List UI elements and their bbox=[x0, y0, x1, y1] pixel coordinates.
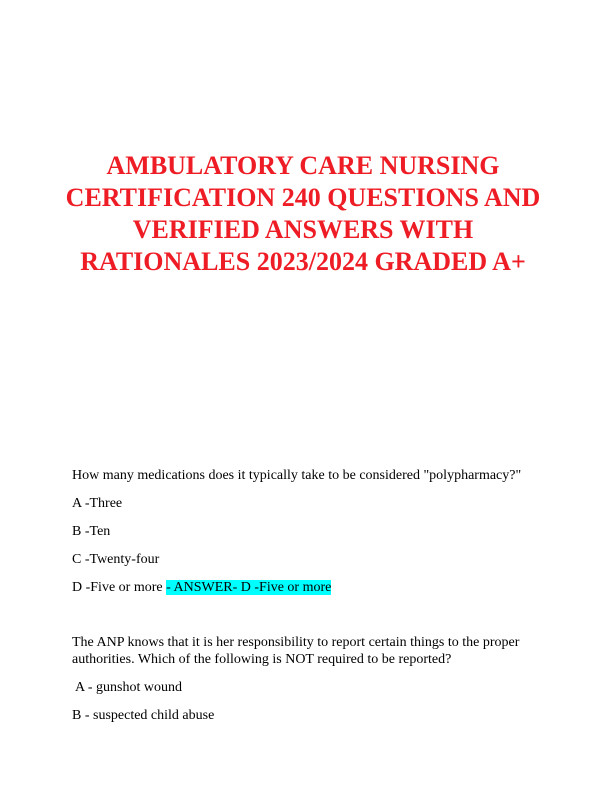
question-1-option-a: A -Three bbox=[72, 496, 123, 511]
question-1-option-b: B -Ten bbox=[72, 524, 111, 539]
title-line: VERIFIED ANSWERS WITH bbox=[132, 215, 474, 244]
question-content bbox=[72, 467, 552, 735]
question-2-option-a: A - gunshot wound bbox=[75, 680, 182, 695]
question-1-option-d: D -Five or more bbox=[72, 580, 167, 595]
title-line: AMBULATORY CARE NURSING bbox=[106, 151, 500, 180]
document-title bbox=[40, 150, 566, 278]
question-1-option-d-row bbox=[72, 579, 552, 596]
question-2-text-line-2: authorities. Which of the following is NOT required to be reported? bbox=[72, 652, 452, 667]
question-1-answer-highlight: - ANSWER- D -Five or more bbox=[166, 580, 332, 595]
question-2-option-b: B - suspected child abuse bbox=[72, 708, 215, 723]
question-1-option-c: C -Twenty-four bbox=[72, 552, 160, 567]
question-2-text-line-1: The ANP knows that it is her responsibility to report certain things to the proper bbox=[72, 635, 520, 650]
question-1-text: How many medications does it typically take to be considered "polypharmacy?" bbox=[72, 468, 522, 483]
title-line: CERTIFICATION 240 QUESTIONS AND bbox=[65, 183, 541, 212]
title-line: RATIONALES 2023/2024 GRADED A+ bbox=[80, 247, 526, 276]
spacer bbox=[72, 607, 552, 634]
